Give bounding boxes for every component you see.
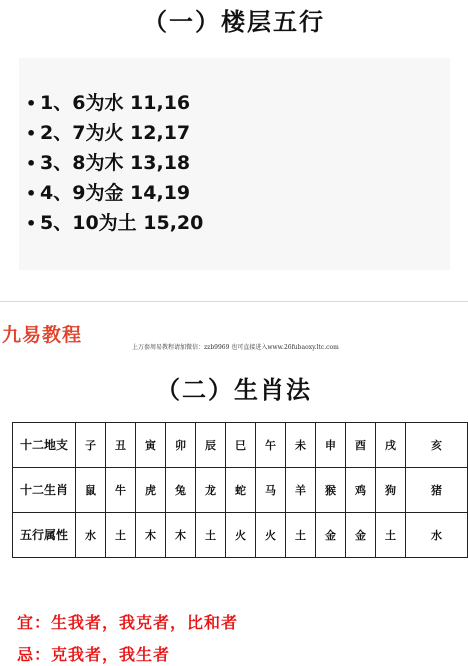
table-cell: 龙 xyxy=(196,468,226,513)
table-cell: 寅 xyxy=(136,423,166,468)
table-cell: 辰 xyxy=(196,423,226,468)
table-cell: 鼠 xyxy=(76,468,106,513)
list-item xyxy=(26,148,203,178)
table-cell: 亥 xyxy=(406,423,468,468)
table-cell: 狗 xyxy=(376,468,406,513)
table-cell: 猴 xyxy=(316,468,346,513)
table-cell: 木 xyxy=(136,513,166,558)
list-item xyxy=(26,118,203,148)
table-cell: 土 xyxy=(196,513,226,558)
table-cell: 木 xyxy=(166,513,196,558)
table-cell: 丑 xyxy=(106,423,136,468)
rule-unfavorable: 忌：克我者，我生者 xyxy=(17,645,171,664)
table-cell: 申 xyxy=(316,423,346,468)
table-cell: 水 xyxy=(406,513,468,558)
list-item-text: 3、8为木 13,18 xyxy=(40,152,191,174)
bullet-icon: • xyxy=(26,94,37,113)
bullet-icon: • xyxy=(26,124,37,143)
row-header-zodiac: 十二生肖 xyxy=(13,468,76,513)
list-item xyxy=(26,88,203,118)
table-cell: 戌 xyxy=(376,423,406,468)
table-cell: 蛇 xyxy=(226,468,256,513)
list-item-text: 5、10为土 15,20 xyxy=(40,212,204,234)
table-cell: 牛 xyxy=(106,468,136,513)
row-header-elements: 五行属性 xyxy=(13,513,76,558)
table-cell: 火 xyxy=(226,513,256,558)
list-item xyxy=(26,208,203,238)
bullet-icon: • xyxy=(26,214,37,233)
table-cell: 火 xyxy=(256,513,286,558)
section1-title: （一）楼层五行 xyxy=(143,7,325,36)
table-cell: 猪 xyxy=(406,468,468,513)
floor-element-list xyxy=(26,88,203,238)
page-divider xyxy=(0,301,468,302)
table-cell: 土 xyxy=(286,513,316,558)
table-cell: 午 xyxy=(256,423,286,468)
table-cell: 金 xyxy=(346,513,376,558)
list-item xyxy=(26,178,203,208)
bullet-icon: • xyxy=(26,154,37,173)
table-cell: 兔 xyxy=(166,468,196,513)
brand-logo: 九易教程 xyxy=(2,324,83,346)
list-item-text: 1、6为水 11,16 xyxy=(40,92,191,114)
table-row xyxy=(13,513,468,558)
table-cell: 未 xyxy=(286,423,316,468)
header-note: 上万套周易教程请加微信：zzb9969 也可直接进入www.26fubaoxy.ltc.com xyxy=(132,344,339,351)
list-item-text: 2、7为火 12,17 xyxy=(40,122,191,144)
rule-favorable: 宜：生我者，我克者，比和者 xyxy=(17,613,239,632)
table-cell: 子 xyxy=(76,423,106,468)
table-cell: 羊 xyxy=(286,468,316,513)
bullet-icon: • xyxy=(26,184,37,203)
table-cell: 马 xyxy=(256,468,286,513)
zodiac-table xyxy=(12,422,468,558)
row-header-branches: 十二地支 xyxy=(13,423,76,468)
list-item-text: 4、9为金 14,19 xyxy=(40,182,191,204)
table-cell: 鸡 xyxy=(346,468,376,513)
table-cell: 金 xyxy=(316,513,346,558)
table-cell: 酉 xyxy=(346,423,376,468)
table-cell: 虎 xyxy=(136,468,166,513)
table-cell: 土 xyxy=(106,513,136,558)
table-cell: 巳 xyxy=(226,423,256,468)
five-elements-list-panel xyxy=(19,58,450,270)
table-row xyxy=(13,423,468,468)
table-row xyxy=(13,468,468,513)
table-cell: 土 xyxy=(376,513,406,558)
table-cell: 卯 xyxy=(166,423,196,468)
section2-title: （二）生肖法 xyxy=(156,375,312,404)
table-cell: 水 xyxy=(76,513,106,558)
